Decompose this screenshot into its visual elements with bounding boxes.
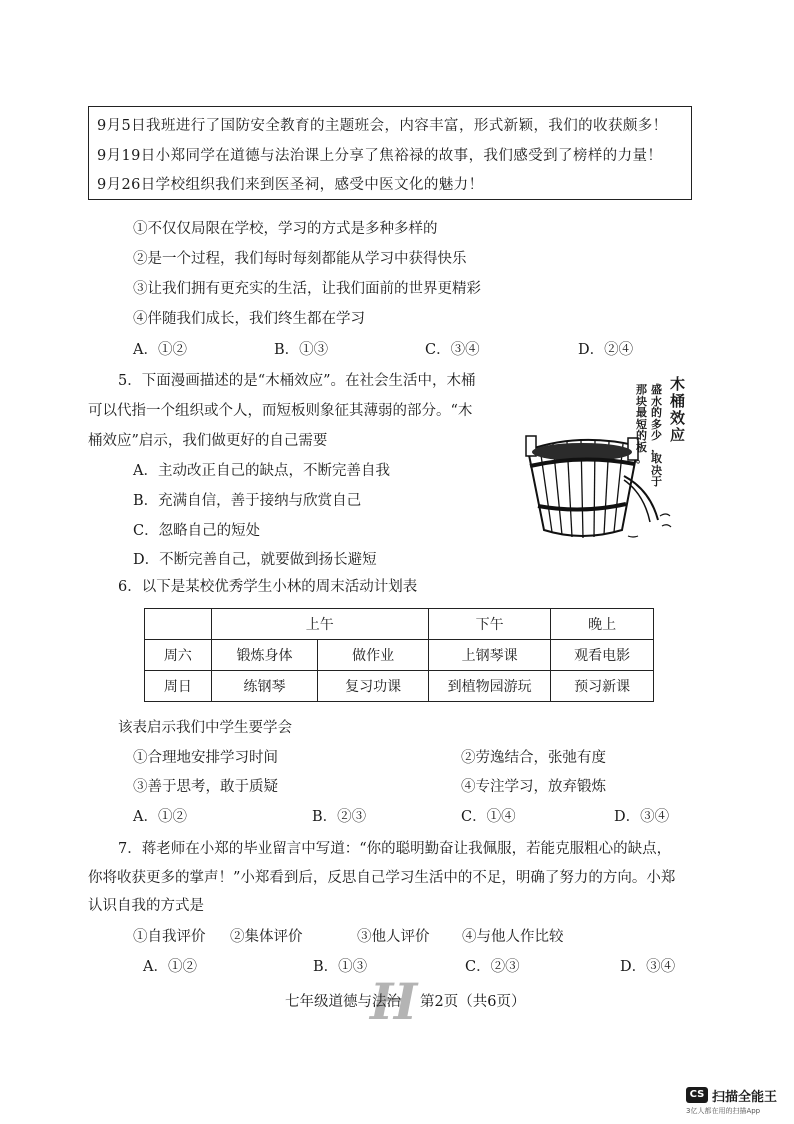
q7-statement-4: ④与他人作比较 [462,929,564,945]
cartoon-caption-col-2: 那 块 最 短 的 板 。 [636,383,647,465]
morning-cell-1: 锻炼身体 [211,640,318,671]
q6-statement-4: ④专注学习，放弃锻炼 [461,779,606,795]
event-line-2: 9月19日小郑同学在道德与法治课上分享了焦裕禄的故事，我们感受到了榜样的力量！ [97,148,663,164]
q6-option-a[interactable]: A．①② [133,809,187,825]
header-morning: 上午 [211,609,428,640]
q5-option-a[interactable]: A．主动改正自己的缺点，不断完善自我 [133,463,390,479]
afternoon-cell: 上钢琴课 [428,640,551,671]
morning-cell-2: 做作业 [318,640,429,671]
scanner-tagline: 3亿人都在用的扫描App [686,1107,761,1115]
q4-statement-4: ④伴随我们成长，我们终生都在学习 [133,311,365,327]
header-evening: 晚上 [551,609,654,640]
q4-option-d[interactable]: D．②④ [578,342,634,358]
q4-statement-1: ①不仅仅局限在学校，学习的方式是多种多样的 [133,221,438,237]
afternoon-cell: 到植物园游玩 [428,671,551,702]
q7-stem-line-3: 认识自我的方式是 [88,898,204,914]
q6-option-b[interactable]: B．②③ [312,809,367,825]
q4-option-a[interactable]: A．①② [133,342,187,358]
q7-statement-1: ①自我评价 [133,929,206,945]
q4-option-b[interactable]: B．①③ [274,342,329,358]
q5-option-b[interactable]: B．充满自信，善于接纳与欣赏自己 [133,493,362,509]
q5-option-c[interactable]: C．忽略自己的短处 [133,523,261,539]
q6-stem: 6．以下是某校优秀学生小林的周末活动计划表 [118,579,418,595]
event-line-3: 9月26日学校组织我们来到医圣祠，感受中医文化的魅力！ [97,177,484,193]
day-cell: 周日 [145,671,212,702]
table-row [145,671,654,702]
scanner-logo: CS [686,1087,708,1103]
morning-cell-2: 复习功课 [318,671,429,702]
header-afternoon: 下午 [428,609,551,640]
q5-stem-line-3: 桶效应”启示，我们做更好的自己需要 [88,433,328,449]
q5-stem-line-2: 可以代指一个组织或个人，而短板则象征其薄弱的部分。“木 [88,403,473,419]
q6-prompt: 该表启示我们中学生要学会 [118,720,292,736]
q4-statement-3: ③让我们拥有更充实的生活，让我们面前的世界更精彩 [133,281,481,297]
q6-statement-2: ②劳逸结合，张弛有度 [461,750,606,766]
q6-statement-3: ③善于思考，敢于质疑 [133,779,278,795]
day-cell: 周六 [145,640,212,671]
footer-page-number: 第2页（共6页） [420,994,526,1010]
q6-option-c[interactable]: C．①④ [461,809,516,825]
scanner-brand: 扫描全能王 [712,1090,778,1105]
q5-option-d[interactable]: D．不断完善自己，就要做到扬长避短 [133,552,377,568]
q4-option-c[interactable]: C．③④ [425,342,480,358]
footer-subject: 七年级道德与法治 [285,994,401,1010]
event-line-1: 9月5日我班进行了国防安全教育的主题班会，内容丰富，形式新颖，我们的收获颇多！ [97,118,668,134]
q7-statement-3: ③他人评价 [357,929,430,945]
weekend-plan-table [144,608,654,702]
q6-statement-1: ①合理地安排学习时间 [133,750,278,766]
h-watermark: H [370,972,418,1031]
table-header-row [145,609,654,640]
q7-stem-line-2: 你将收获更多的掌声！”小郑看到后，反思自己学习生活中的不足，明确了努力的方向。小郑 [88,870,676,886]
evening-cell: 观看电影 [551,640,654,671]
q7-option-b[interactable]: B．①③ [313,959,368,975]
q7-option-c[interactable]: C．②③ [465,959,520,975]
evening-cell: 预习新课 [551,671,654,702]
q7-option-a[interactable]: A．①② [143,959,197,975]
table-corner-cell [145,609,212,640]
cartoon-caption-col-1: 盛 水 的 多 少 ， 取 决 于 [651,383,662,488]
morning-cell-1: 练钢琴 [211,671,318,702]
q7-option-d[interactable]: D．③④ [620,959,676,975]
q5-stem-line-1: 5．下面漫画描述的是“木桶效应”。在社会生活中，木桶 [118,373,476,389]
q7-statement-2: ②集体评价 [230,929,303,945]
q4-statement-2: ②是一个过程，我们每时每刻都能从学习中获得快乐 [133,251,467,267]
q6-option-d[interactable]: D．③④ [614,809,670,825]
event-record-box [88,106,692,200]
cartoon-title: 木 桶 效 应 [670,375,686,444]
table-row [145,640,654,671]
q7-stem-line-1: 7．蒋老师在小郑的毕业留言中写道：“你的聪明勤奋让我佩服，若能克服粗心的缺点， [118,841,672,857]
